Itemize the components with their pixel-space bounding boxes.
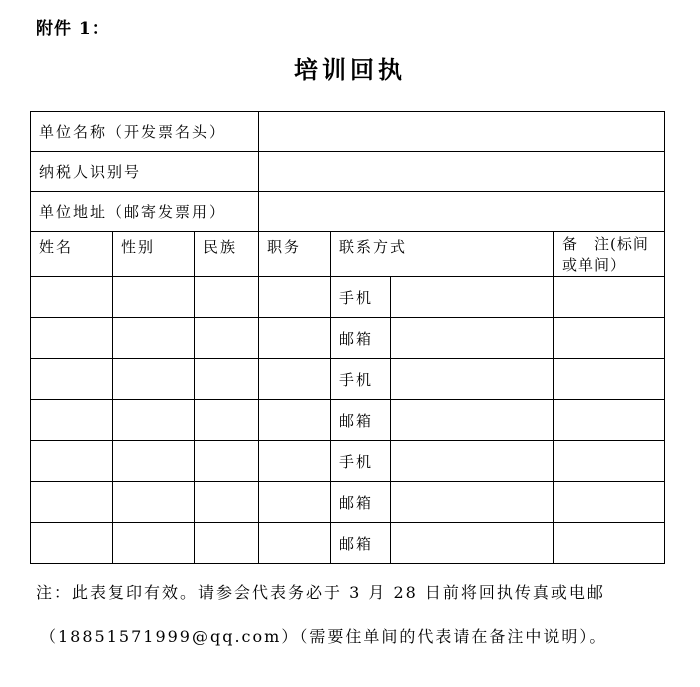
header-name: 姓名: [31, 232, 113, 277]
note-line-2: （18851571999@qq.com）（需要住单间的代表请在备注中说明）。: [40, 627, 608, 646]
cell-remark[interactable]: [554, 359, 665, 400]
cell-name[interactable]: [31, 482, 113, 523]
header-remark-line2: 或单间）: [562, 256, 627, 274]
tax-id-label: 纳税人识别号: [31, 152, 259, 192]
cell-position[interactable]: [259, 359, 331, 400]
cell-contact-value[interactable]: [391, 441, 554, 482]
page-title: 培训回执: [294, 55, 406, 84]
contact-type-label: 邮箱: [331, 523, 391, 564]
cell-contact-value[interactable]: [391, 523, 554, 564]
contact-type-label: 邮箱: [331, 400, 391, 441]
cell-position[interactable]: [259, 318, 331, 359]
cell-name[interactable]: [31, 523, 113, 564]
cell-gender[interactable]: [113, 441, 195, 482]
cell-position[interactable]: [259, 400, 331, 441]
cell-remark[interactable]: [554, 441, 665, 482]
tax-id-row: [31, 152, 665, 192]
unit-name-label: 单位名称（开发票名头）: [31, 112, 259, 152]
cell-ethnicity[interactable]: [195, 359, 259, 400]
table-row: [31, 441, 665, 482]
cell-remark[interactable]: [554, 482, 665, 523]
table-row: [31, 318, 665, 359]
header-ethnicity: 民族: [195, 232, 259, 277]
cell-ethnicity[interactable]: [195, 482, 259, 523]
header-contact: 联系方式: [331, 232, 554, 277]
table-row: [31, 359, 665, 400]
cell-remark[interactable]: [554, 523, 665, 564]
cell-contact-value[interactable]: [391, 482, 554, 523]
cell-gender[interactable]: [113, 523, 195, 564]
table-row: [31, 482, 665, 523]
header-gender: 性别: [113, 232, 195, 277]
cell-remark[interactable]: [554, 277, 665, 318]
cell-remark[interactable]: [554, 400, 665, 441]
address-row: [31, 192, 665, 232]
table-row: [31, 277, 665, 318]
cell-remark[interactable]: [554, 318, 665, 359]
cell-gender[interactable]: [113, 400, 195, 441]
contact-type-label: 邮箱: [331, 482, 391, 523]
header-remark-line1: 备 注(标间: [562, 235, 649, 253]
cell-gender[interactable]: [113, 318, 195, 359]
cell-name[interactable]: [31, 359, 113, 400]
registration-form-table: [30, 111, 665, 564]
cell-name[interactable]: [31, 318, 113, 359]
cell-ethnicity[interactable]: [195, 318, 259, 359]
cell-contact-value[interactable]: [391, 318, 554, 359]
cell-ethnicity[interactable]: [195, 523, 259, 564]
cell-name[interactable]: [31, 277, 113, 318]
contact-type-label: 手机: [331, 441, 391, 482]
cell-contact-value[interactable]: [391, 277, 554, 318]
address-label: 单位地址（邮寄发票用）: [31, 192, 259, 232]
cell-contact-value[interactable]: [391, 400, 554, 441]
header-position: 职务: [259, 232, 331, 277]
contact-type-label: 手机: [331, 359, 391, 400]
cell-position[interactable]: [259, 482, 331, 523]
note-line-1: 注：此表复印有效。请参会代表务必于 3 月 28 日前将回执传真或电邮: [36, 583, 605, 602]
attachment-label: 附件 1：: [36, 19, 110, 39]
table-row: [31, 523, 665, 564]
unit-name-field[interactable]: [259, 112, 665, 152]
cell-position[interactable]: [259, 523, 331, 564]
address-field[interactable]: [259, 192, 665, 232]
cell-ethnicity[interactable]: [195, 277, 259, 318]
table-row: [31, 400, 665, 441]
cell-gender[interactable]: [113, 482, 195, 523]
contact-type-label: 邮箱: [331, 318, 391, 359]
unit-name-row: [31, 112, 665, 152]
cell-position[interactable]: [259, 441, 331, 482]
tax-id-field[interactable]: [259, 152, 665, 192]
cell-ethnicity[interactable]: [195, 441, 259, 482]
cell-name[interactable]: [31, 400, 113, 441]
cell-gender[interactable]: [113, 359, 195, 400]
cell-contact-value[interactable]: [391, 359, 554, 400]
cell-name[interactable]: [31, 441, 113, 482]
cell-ethnicity[interactable]: [195, 400, 259, 441]
cell-gender[interactable]: [113, 277, 195, 318]
header-row: [31, 232, 665, 277]
header-remark: [554, 232, 665, 277]
cell-position[interactable]: [259, 277, 331, 318]
contact-type-label: 手机: [331, 277, 391, 318]
